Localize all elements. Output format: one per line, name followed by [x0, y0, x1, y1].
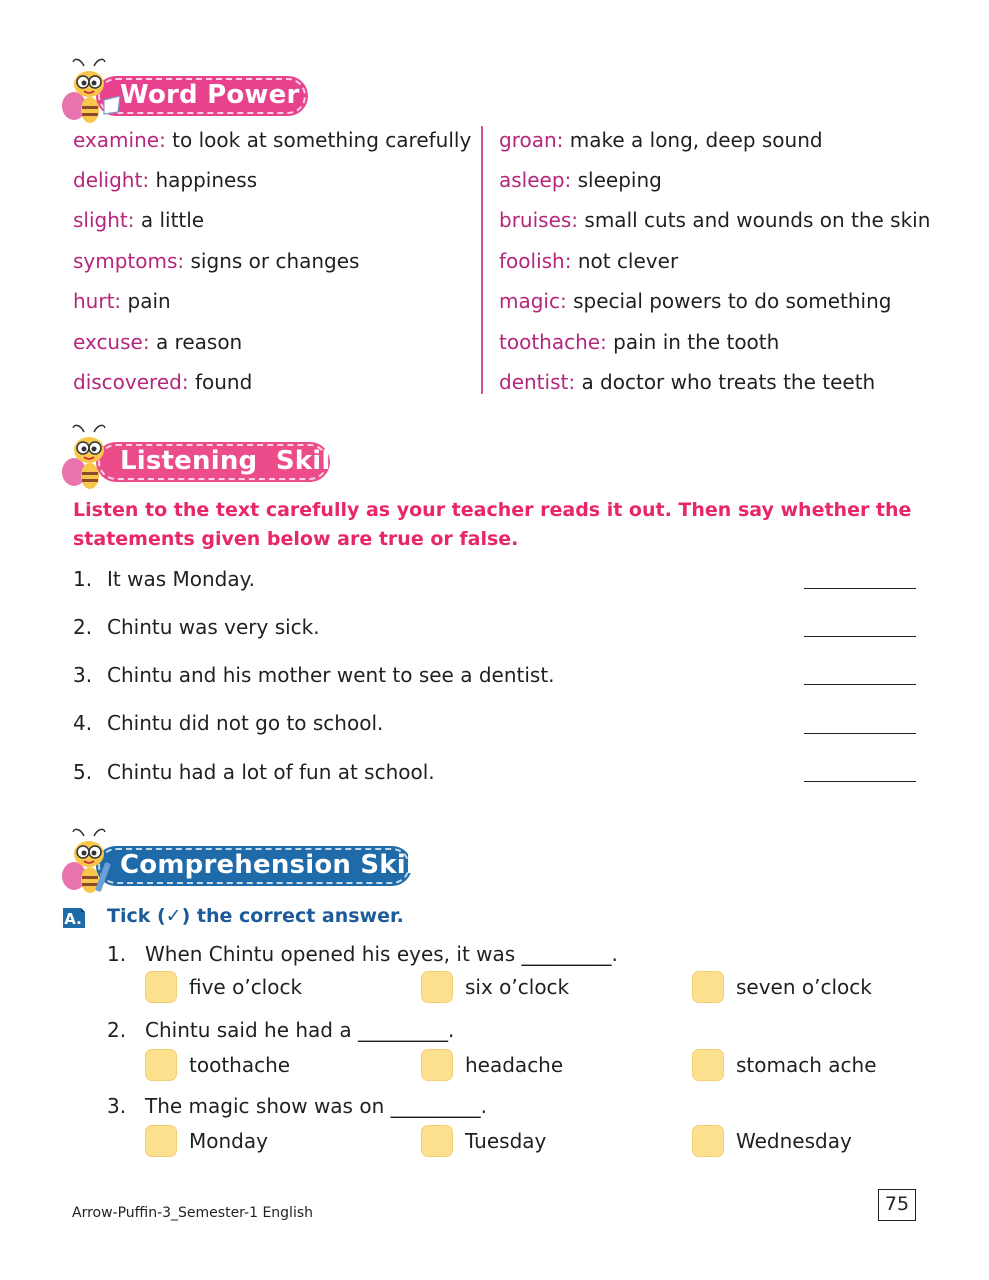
word-power-banner: [60, 74, 310, 118]
list-item: 5. Chintu had a lot of fun at school.: [73, 760, 435, 784]
listening-instruction: Listen to the text carefully as your teacher reads it out. Then say whether the statements given below are true or false.: [73, 499, 912, 550]
tick-box[interactable]: [145, 1125, 177, 1157]
question-text: When Chintu opened his eyes, it was _________.: [145, 942, 618, 966]
tick-box[interactable]: [421, 1049, 453, 1081]
list-item: 4. Chintu did not go to school.: [73, 711, 384, 735]
question-number: 2.: [107, 1018, 127, 1042]
question-number: 3.: [107, 1094, 127, 1118]
bee-mascot-icon: [60, 56, 124, 128]
bee-mascot-icon: [60, 422, 124, 494]
task-a-instruction: Tick (✓) the correct answer.: [107, 905, 404, 927]
task-badge-label: A.: [64, 910, 82, 928]
tick-box[interactable]: [692, 1125, 724, 1157]
tick-box[interactable]: [421, 1125, 453, 1157]
word-entry: dentist: a doctor who treats the teeth: [499, 370, 876, 394]
question-text: The magic show was on _________.: [145, 1094, 487, 1118]
word-entry: groan: make a long, deep sound: [499, 128, 823, 152]
word-entry: discovered: found: [73, 370, 253, 394]
word-power-title: Word Power: [120, 80, 300, 110]
word-entry: foolish: not clever: [499, 249, 679, 273]
answer-blank[interactable]: [804, 588, 916, 589]
word-entry: examine: to look at something carefully: [73, 128, 472, 152]
word-entry: asleep: sleeping: [499, 168, 662, 192]
word-entry: hurt: pain: [73, 289, 171, 313]
answer-blank[interactable]: [804, 781, 916, 782]
comprehension-skills-banner: [60, 844, 440, 888]
list-item: 1. It was Monday.: [73, 567, 255, 591]
question-number: 1.: [107, 942, 127, 966]
word-entry: toothache: pain in the tooth: [499, 330, 780, 354]
word-entry: excuse: a reason: [73, 330, 243, 354]
column-divider: [481, 126, 483, 394]
listening-skills-banner: [60, 440, 356, 484]
task-badge-icon: [60, 904, 88, 932]
list-item: 2. Chintu was very sick.: [73, 615, 320, 639]
comprehension-skills-title: Comprehension Skills: [120, 850, 440, 880]
tick-box[interactable]: [145, 1049, 177, 1081]
tick-box[interactable]: [692, 971, 724, 1003]
word-entry: delight: happiness: [73, 168, 258, 192]
word-entry: magic: special powers to do something: [499, 289, 892, 313]
word-entry: symptoms: signs or changes: [73, 249, 360, 273]
answer-blank[interactable]: [804, 636, 916, 637]
book-title-footer: Arrow-Puffin-3_Semester-1 English: [72, 1205, 314, 1221]
word-entry: bruises: small cuts and wounds on the skin: [499, 208, 931, 232]
listening-skills-title: Listening Skills: [120, 446, 356, 476]
answer-blank[interactable]: [804, 684, 916, 685]
tick-box[interactable]: [421, 971, 453, 1003]
tick-box[interactable]: [692, 1049, 724, 1081]
tick-box[interactable]: [145, 971, 177, 1003]
question-text: Chintu said he had a _________.: [145, 1018, 455, 1042]
word-entry: slight: a little: [73, 208, 205, 232]
page-number: 75: [878, 1189, 916, 1221]
bee-mascot-icon: [60, 826, 124, 898]
list-item: 3. Chintu and his mother went to see a dentist.: [73, 663, 555, 687]
answer-blank[interactable]: [804, 733, 916, 734]
